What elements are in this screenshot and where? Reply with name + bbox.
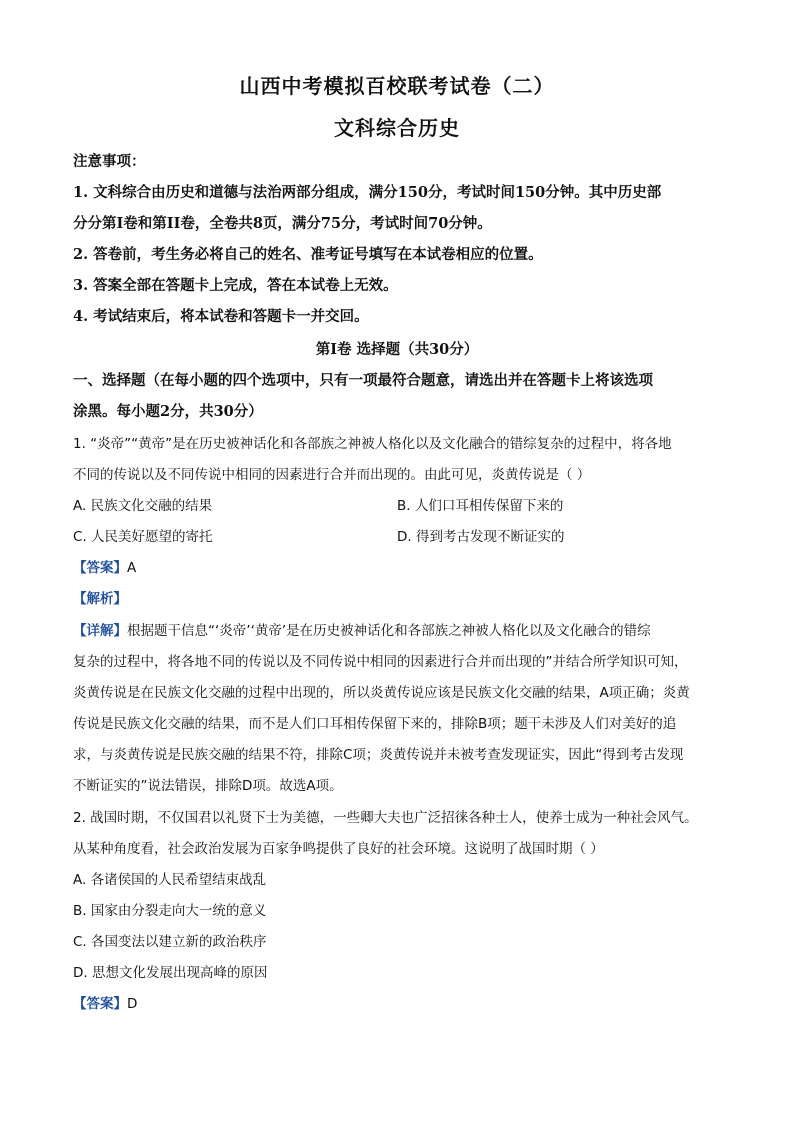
q1-option-b: B. 人们口耳相传保留下来的 [397, 498, 564, 514]
note-3: 3. 答案全部在答题卡上完成，答在本试卷上无效。 [73, 277, 398, 294]
q2-option-b: B. 国家由分裂走向大一统的意义 [73, 903, 267, 919]
q2-stem-line-2: 从某种角度看，社会政治发展为百家争鸣提供了良好的社会环境。这说明了战国时期（ ） [73, 841, 604, 857]
note-1-line-2: 分分第Ⅰ卷和第II卷，全卷共8页，满分75分，考试时间70分钟。 [73, 215, 492, 232]
answer-value: D [127, 996, 138, 1012]
note-2: 2. 答卷前，考生务必将自己的姓名、准考证号填写在本试卷相应的位置。 [73, 246, 543, 263]
answer-tag: 【答案】 [73, 560, 127, 576]
q1-detail-line-5: 求，与炎黄传说是民族交融的结果不符，排除C项；炎黄传说并未被考查发现证实，因此“得到考古发现 [73, 747, 684, 763]
q1-option-c: C. 人民美好愿望的寄托 [73, 529, 213, 545]
q2-answer [73, 992, 137, 1012]
analysis-tag: 【解析】 [73, 591, 127, 607]
q1-detail-line-2: 复杂的过程中，将各地不同的传说以及不同传说中相同的因素进行合并而出现的”并结合所学知识可知， [73, 654, 688, 670]
notes-heading: 注意事项： [73, 153, 146, 170]
q1-option-d: D. 得到考古发现不断证实的 [397, 529, 565, 545]
page-title: 山西中考模拟百校联考试卷（二） [239, 74, 555, 98]
q1-detail-line-6: 不断证实的”说法错误，排除D项。故选A项。 [73, 778, 343, 794]
q2-stem-line-1: 2. 战国时期，不仅国君以礼贤下士为美德，一些卿大夫也广泛招徕各种士人，使养士成为一种社会风气。 [73, 810, 698, 826]
section-instruction-1: 一、选择题（在每小题的四个选项中，只有一项最符合题意，请选出并在答题卡上将该选项 [73, 372, 653, 389]
detail-text: 根据题干信息“‘炎帝’‘黄帝’是在历史被神话化和各部族之神被人格化以及文化融合的错综 [127, 623, 651, 639]
q1-stem-line-2: 不同的传说以及不同传说中相同的因素进行合并而出现的。由此可见，炎黄传说是（ ） [73, 467, 591, 483]
q1-detail-line-1 [73, 619, 651, 639]
note-4: 4. 考试结束后，将本试卷和答题卡一并交回。 [73, 308, 369, 325]
q1-option-a: A. 民族文化交融的结果 [73, 498, 213, 514]
page-subtitle: 文科综合历史 [334, 116, 460, 140]
answer-value: A [127, 560, 137, 576]
q1-stem-line-1: 1. “炎帝”“黄帝”是在历史被神话化和各部族之神被人格化以及文化融合的错综复杂的过程中，将各地 [73, 436, 672, 452]
section-instruction-2: 涂黑。每小题2分，共30分） [73, 403, 263, 420]
q2-option-a: A. 各诸侯国的人民希望结束战乱 [73, 872, 267, 888]
q1-answer [73, 556, 136, 576]
q1-detail-line-4: 传说是民族文化交融的结果，而不是人们口耳相传保留下来的，排除B项；题干未涉及人们对美好的追 [73, 716, 677, 732]
q2-option-d: D. 思想文化发展出现高峰的原因 [73, 965, 268, 981]
q1-detail-line-3: 炎黄传说是在民族文化交融的过程中出现的，所以炎黄传说应该是民族文化交融的结果，A项正确；炎黄 [73, 685, 690, 701]
note-1-line-1: 1. 文科综合由历史和道德与法治两部分组成，满分150分，考试时间150分钟。其中历史部 [73, 184, 662, 201]
section-title: 第Ⅰ卷 选择题（共30分） [315, 341, 479, 358]
q2-option-c: C. 各国变法以建立新的政治秩序 [73, 934, 267, 950]
detail-tag: 【详解】 [73, 623, 127, 639]
q1-analysis [73, 587, 127, 607]
answer-tag: 【答案】 [73, 996, 127, 1012]
